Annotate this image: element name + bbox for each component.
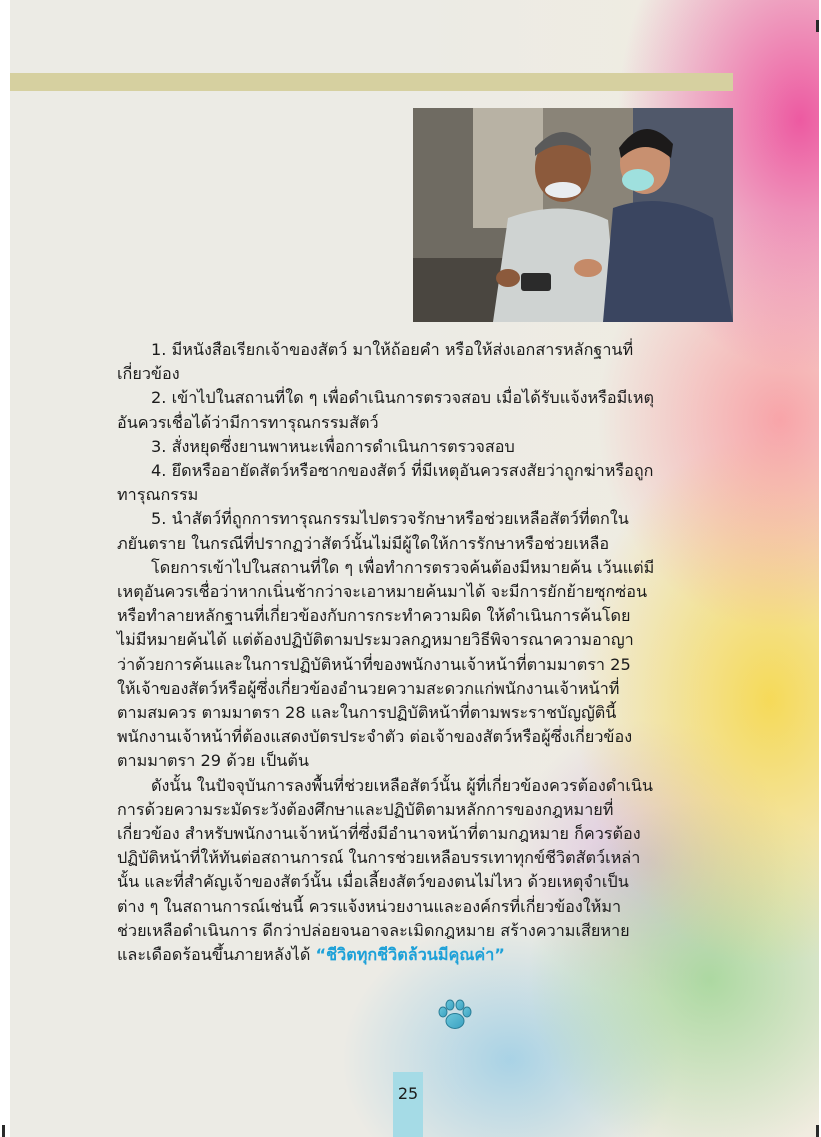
photo-illustration [413,108,733,322]
list-item: 2. เข้าไปในสถานที่ใด ๆ เพื่อดำเนินการตรวจสอบ เมื่อได้รับแจ้งหรือมีเหตุ อันควรเชื่อได้ว่ามีการทารุณกรรมสัตว์ [117,388,654,432]
list-item: 5. นำสัตว์ที่ถูกการทารุณกรรมไปตรวจรักษาหรือช่วยเหลือสัตว์ที่ตกใน ภยันตราย ในกรณีที่ปรากฏว่าสัตว์นั้นไม่มีผู้ใดให้การรักษาหรือช่วยเหลือ [117,509,629,553]
list-item: 1. มีหนังสือเรียกเจ้าของสัตว์ มาให้ถ้อยคำ หรือให้ส่งเอกสารหลักฐานที่ เกี่ยวข้อง [117,340,634,384]
paw-print-icon [436,998,474,1032]
officer-photo [413,108,733,322]
paragraph-conclusion: ดังนั้น ในปัจจุบันการลงพื้นที่ช่วยเหลือสัตว์นั้น ผู้ที่เกี่ยวข้องควรต้องดำเนิน การด้วยความระมัดระวังต้องศึกษาและปฏิบัติตามหลักการของกฎหมายที่ เกี่ยวข้อง สำหรับพนักงานเจ้าหน้าที่ซึ่งมีอำนาจหน้าที่ตามกฎหมาย ก็ควรต้อง ปฏิบัติหน้าที่ให้ทันต่อสถานการณ์ ในการช่วยเหลือบรรเทาทุกข์ชีวิตสัตว์เหล่า นั้น และที่สำคัญเจ้าของสัตว์นั้น เมื่อเลี้ยงสัตว์ของตนไม่ไหว ด้วยเหตุจำเป็น ต่าง ๆ ในสถานการณ์เช่นนี้ ควรแจ้งหน่วยงานและองค์กรที่เกี่ยวข้องให้มา ช่วยเหลือดำเนินการ ดีกว่าปล่อยจนอาจละเมิดกฎหมาย สร้างความเสียหาย และเดือดร้อนขึ้นภายหลังได้ “ชีวิตทุกชีวิตล้วนมีคุณค่า” [117,775,654,965]
closing-line: และเดือดร้อนขึ้นภายหลังได้ [117,945,316,965]
crop-mark [816,1125,819,1137]
document-page [10,0,819,1137]
paragraph-search-warrant: โดยการเข้าไปในสถานที่ใด ๆ เพื่อทำการตรวจค้นต้องมีหมายค้น เว้นแต่มี เหตุอันควรเชื่อว่าหากเนิ่นช้ากว่าจะเอาหมายค้นมาได้ จะมีการยักย้ายซุกซ่อน หรือทำลายหลักฐานที่เกี่ยวข้องกับการกระทำความผิด ให้ดำเนินการค้นโดย ไม่มีหมายค้นได้ แต่ต้องปฏิบัติตามประมวลกฎหมายวิธีพิจารณาความอาญา ว่าด้วยการค้นและในการปฏิบัติหน้าที่ของพนักงานเจ้าหน้าที่ตามมาตรา 25 ให้เจ้าของสัตว์หรือผู้ซึ่งเกี่ยวข้องอำนวยความสะดวกแก่พนักงานเจ้าหน้าที่ ตามสมควร ตามมาตรา 28 และในการปฏิบัติหน้าที่ตามพระราชบัญญัตินี้ พนักงานเจ้าหน้าที่ต้องแสดงบัตรประจำตัว ต่อเจ้าของสัตว์หรือผู้ซึ่งเกี่ยวข้อง ตามมาตรา 29 ด้วย เป็นต้น [117,557,655,771]
list-item: 3. สั่งหยุดซึ่งยานพาหนะเพื่อการดำเนินการตรวจสอบ [151,436,515,456]
list-item: 4. ยึดหรืออายัดสัตว์หรือซากของสัตว์ ที่มีเหตุอันควรสงสัยว่าถูกฆ่าหรือถูก ทารุณกรรม [117,461,654,505]
header-band [10,73,733,91]
highlight-slogan: “ชีวิตทุกชีวิตล้วนมีคุณค่า” [315,945,505,965]
crop-mark [2,1125,5,1137]
page-number: 25 [397,1084,419,1103]
page-number-box [393,1072,423,1137]
body-text [117,338,709,967]
crop-mark [816,20,819,32]
